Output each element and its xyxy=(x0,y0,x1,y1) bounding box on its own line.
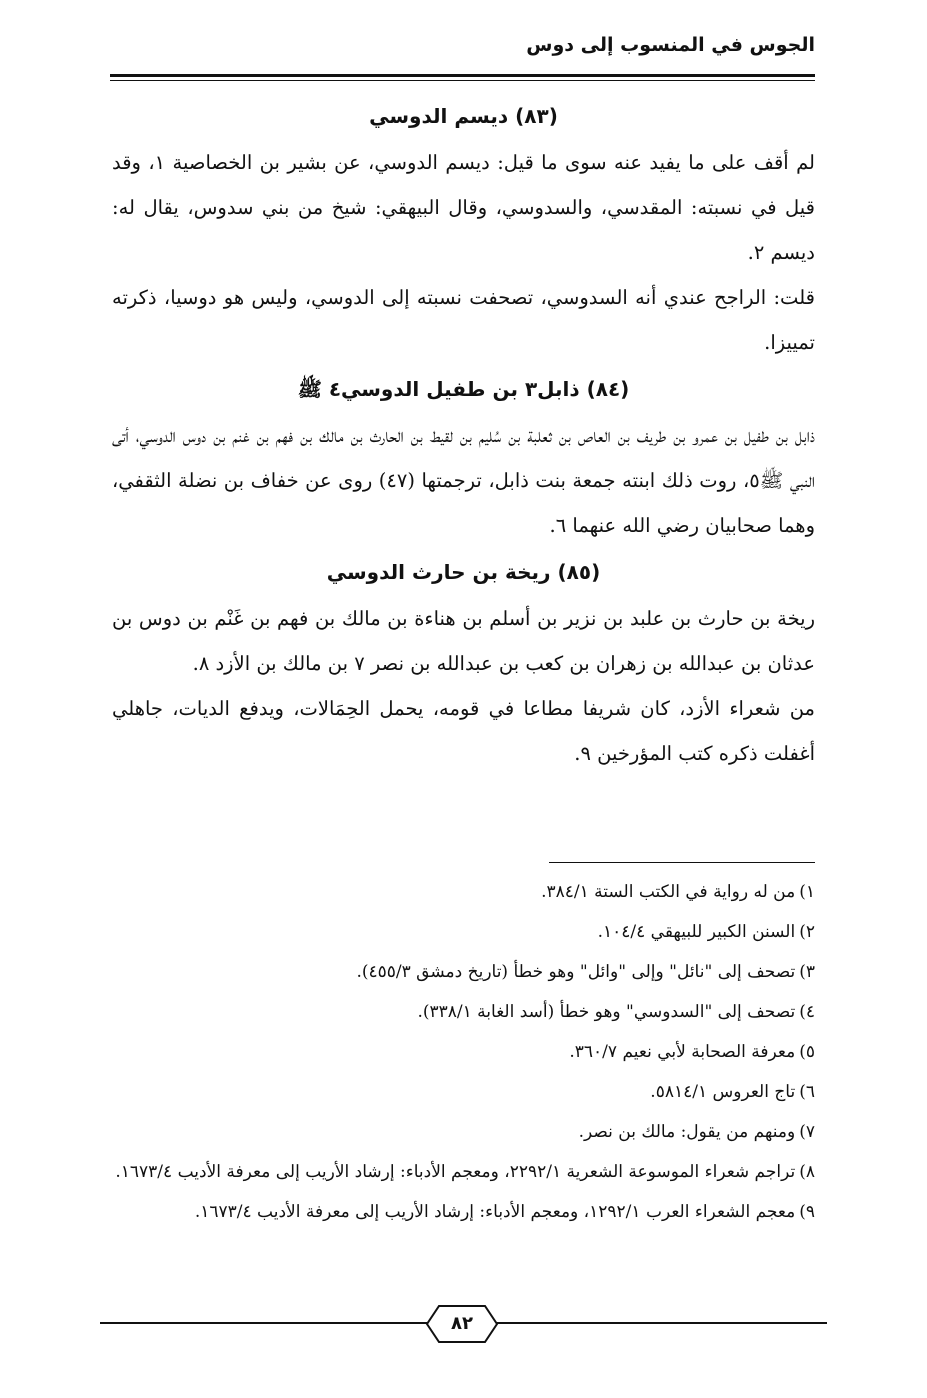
footnote-text: تصحف إلى "نائل" وإلى "وائل" وهو خطأ (تاريخ دمشق ٤٥٥/٣). xyxy=(356,962,796,982)
section-title: (٨٣) ديسم الدوسي xyxy=(369,104,558,128)
footnote xyxy=(112,992,815,1032)
footnote-number: ٨) xyxy=(799,1162,815,1182)
page-number-badge xyxy=(425,1304,499,1344)
footnote-number: ٦) xyxy=(799,1082,815,1102)
main-text xyxy=(112,92,815,776)
footnote-number: ٢) xyxy=(799,922,815,942)
page-number: ٨٢ xyxy=(451,1313,473,1334)
footnote-number: ١) xyxy=(799,882,815,902)
footer-rule-right xyxy=(497,1322,827,1324)
footnote xyxy=(112,1112,815,1152)
footer-rule-left xyxy=(100,1322,430,1324)
footnotes xyxy=(112,872,815,1232)
header-rule-thin xyxy=(110,80,815,81)
footnote-text: معرفة الصحابة لأبي نعيم ٣٦٠/٧. xyxy=(569,1042,796,1062)
footnote-number: ٣) xyxy=(799,962,815,982)
footnote-number: ٩) xyxy=(799,1202,815,1222)
footnote xyxy=(112,1192,815,1232)
paragraph: من شعراء الأزد، كان شريفا مطاعا في قومه، يحمل الحِمَالات، ويدفع الديات، جاهلي أغفلت ذكره كتب المؤرخين ٩. xyxy=(112,697,815,765)
footnote-text: ومنهم من يقول: مالك بن نصر. xyxy=(578,1122,796,1142)
footnote-separator xyxy=(549,862,815,863)
running-head: الجوس في المنسوب إلى دوس xyxy=(526,34,815,56)
footnote xyxy=(112,952,815,992)
footnote xyxy=(112,912,815,952)
footnote xyxy=(112,1072,815,1112)
paragraph: قلت: الراجح عندي أنه السدوسي، تصحفت نسبته إلى الدوسي، وليس هو دوسيا، ذكرته تمييزا. xyxy=(112,286,815,354)
footnote-text: تصحف إلى "السدوسي" وهو خطأ (أسد الغابة ٣٣٨/١). xyxy=(417,1002,796,1022)
footnote xyxy=(112,1032,815,1072)
paragraph: ذابل بن طفيل بن عمرو بن طريف بن العاص بن ثعلبة بن سُليم بن لقيط بن الحارث بن مالك بن فهم بن غنم بن دوس الدوسي، أتى النبي ﷺ٥، روت ذلك ابنته جمعة بنت ذابل، ترجمتها (٤٧) روى عن خفاف بن نضلة الثقفي، وهما صحابيان رضي الله عنهما ٦. xyxy=(112,424,815,537)
section-title: (٨٥) ريخة بن حارث الدوسي xyxy=(326,560,601,584)
paragraph: ريخة بن حارث بن علبد بن نزير بن أسلم بن هناءة بن مالك بن فهم بن غَنْم بن دوس بن عدثان بن عبدالله بن زهران بن كعب بن عبدالله بن نصر ٧ بن مالك بن الأزد ٨. xyxy=(112,607,815,675)
footnote-text: تراجم شعراء الموسوعة الشعرية ٢٢٩٢/١، ومعجم الأدباء: إرشاد الأريب إلى معرفة الأديب ١٦٧٣/٤. xyxy=(115,1162,796,1182)
footnote-text: من له رواية في الكتب الستة ٣٨٤/١. xyxy=(541,882,796,902)
footnote-number: ٤) xyxy=(799,1002,815,1022)
footnote-text: السنن الكبير للبيهقي ١٠٤/٤. xyxy=(597,922,796,942)
footnote-number: ٥) xyxy=(799,1042,815,1062)
paragraph: لم أقف على ما يفيد عنه سوى ما قيل: ديسم الدوسي، عن بشير بن الخصاصية ١، وقد قيل في نسبته: المقدسي، والسدوسي، وقال البيهقي: شيخ من بني سدوس، يقال له: ديسم ٢. xyxy=(112,151,815,264)
section-title: (٨٤) ذابل٣ بن طفيل الدوسي٤ ﷺ xyxy=(297,377,630,401)
footnote xyxy=(112,872,815,912)
footnote-text: تاج العروس ٥٨١٤/١. xyxy=(650,1082,796,1102)
header-rule xyxy=(110,74,815,77)
footnote-text: معجم الشعراء العرب ١٢٩٢/١، ومعجم الأدباء: إرشاد الأريب إلى معرفة الأديب ١٦٧٣/٤. xyxy=(194,1202,796,1222)
footnote xyxy=(112,1152,815,1192)
footnote-number: ٧) xyxy=(799,1122,815,1142)
